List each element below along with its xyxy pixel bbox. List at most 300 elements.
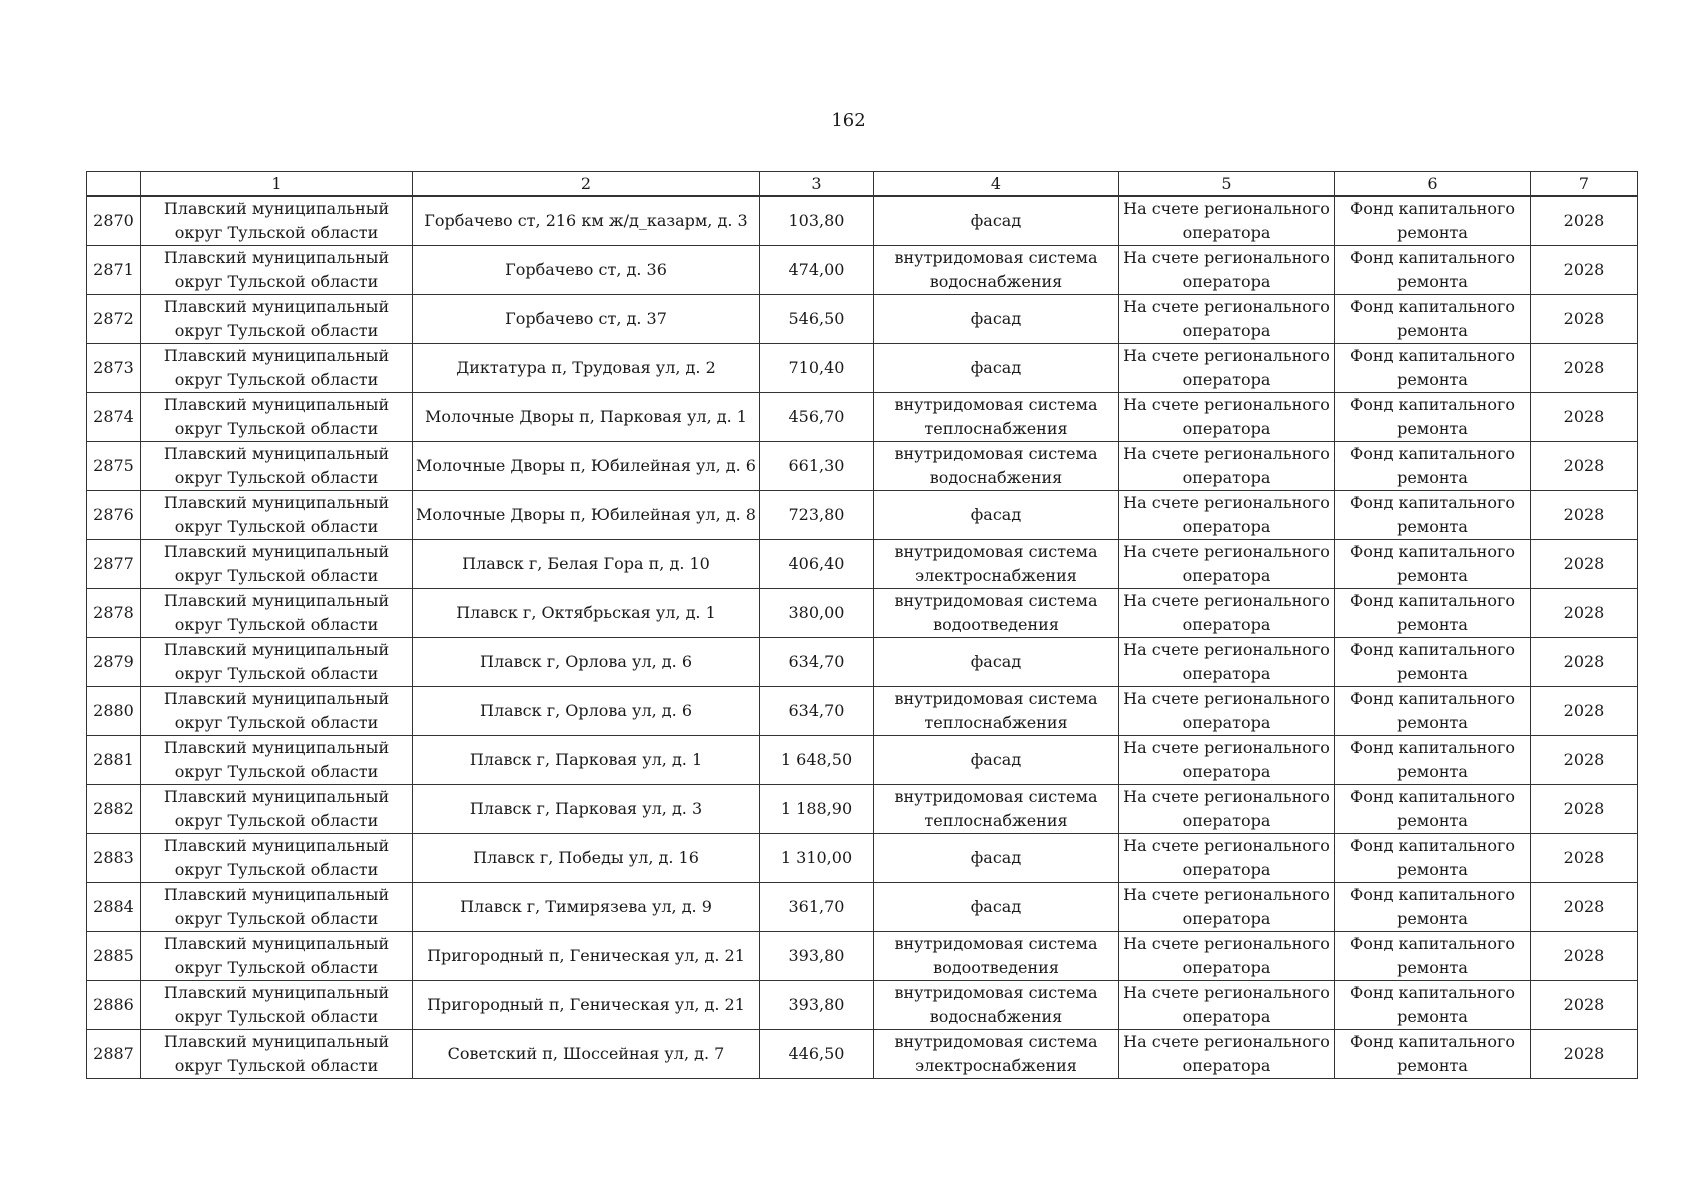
work-type-cell-line: фасад (970, 211, 1022, 230)
fund-cell-line: ремонта (1397, 762, 1468, 781)
row-number-cell: 2877 (87, 540, 141, 589)
work-type-cell (874, 883, 1119, 932)
row-number-cell: 2876 (87, 491, 141, 540)
account-cell (1119, 442, 1335, 491)
address-cell: Горбачево ст, 216 км ж/д_казарм, д. 3 (413, 196, 760, 246)
work-type-cell-line: внутридомовая система (894, 248, 1098, 267)
work-type-cell (874, 1030, 1119, 1079)
table-row (87, 196, 1638, 246)
work-type-cell (874, 393, 1119, 442)
account-cell (1119, 246, 1335, 295)
work-type-cell-line: внутридомовая система (894, 591, 1098, 610)
municipality-cell-line: округ Тульской области (174, 664, 379, 683)
account-cell (1119, 736, 1335, 785)
fund-cell (1335, 540, 1531, 589)
year-cell: 2028 (1531, 981, 1638, 1030)
table-row (87, 393, 1638, 442)
work-type-cell-line: фасад (970, 309, 1022, 328)
municipality-cell-line: Плавский муниципальный (163, 493, 390, 512)
municipality-cell (141, 246, 413, 295)
fund-cell (1335, 442, 1531, 491)
municipality-cell-line: Плавский муниципальный (163, 787, 390, 806)
account-cell (1119, 344, 1335, 393)
account-cell (1119, 540, 1335, 589)
fund-cell (1335, 344, 1531, 393)
account-cell-line: На счете регионального (1123, 836, 1330, 855)
municipality-cell (141, 295, 413, 344)
work-type-cell (874, 638, 1119, 687)
fund-cell-line: Фонд капитального (1350, 836, 1515, 855)
address-cell: Плавск г, Тимирязева ул, д. 9 (413, 883, 760, 932)
account-cell-line: На счете регионального (1123, 591, 1330, 610)
area-cell: 474,00 (760, 246, 874, 295)
work-type-cell (874, 295, 1119, 344)
row-number-cell: 2878 (87, 589, 141, 638)
work-type-cell-line: водоотведения (933, 615, 1059, 634)
account-cell-line: оператора (1182, 272, 1271, 291)
year-cell: 2028 (1531, 246, 1638, 295)
account-cell-line: оператора (1182, 321, 1271, 340)
account-cell (1119, 589, 1335, 638)
table-row (87, 638, 1638, 687)
fund-cell (1335, 785, 1531, 834)
work-type-cell (874, 344, 1119, 393)
fund-cell (1335, 196, 1531, 246)
year-cell: 2028 (1531, 344, 1638, 393)
work-type-cell-line: теплоснабжения (924, 419, 1068, 438)
municipality-cell-line: округ Тульской области (174, 811, 379, 830)
municipality-cell (141, 344, 413, 393)
fund-cell (1335, 834, 1531, 883)
municipality-cell-line: Плавский муниципальный (163, 640, 390, 659)
work-type-cell-line: водоснабжения (929, 272, 1063, 291)
address-cell: Пригородный п, Геническая ул, д. 21 (413, 932, 760, 981)
table-body (87, 172, 1638, 1079)
area-cell: 103,80 (760, 196, 874, 246)
table-row (87, 540, 1638, 589)
account-cell-line: На счете регионального (1123, 542, 1330, 561)
table-row (87, 1030, 1638, 1079)
row-number-cell: 2879 (87, 638, 141, 687)
account-cell (1119, 785, 1335, 834)
address-cell: Плавск г, Октябрьская ул, д. 1 (413, 589, 760, 638)
account-cell (1119, 834, 1335, 883)
account-cell (1119, 393, 1335, 442)
fund-cell-line: ремонта (1397, 272, 1468, 291)
municipality-cell (141, 834, 413, 883)
work-type-cell (874, 785, 1119, 834)
account-cell-line: На счете регионального (1123, 787, 1330, 806)
address-cell: Молочные Дворы п, Юбилейная ул, д. 6 (413, 442, 760, 491)
fund-cell-line: Фонд капитального (1350, 738, 1515, 757)
work-type-cell-line: внутридомовая система (894, 787, 1098, 806)
work-type-cell-line: электроснабжения (915, 1056, 1077, 1075)
work-type-cell-line: водоотведения (933, 958, 1059, 977)
fund-cell-line: Фонд капитального (1350, 934, 1515, 953)
municipality-cell-line: округ Тульской области (174, 370, 379, 389)
area-cell: 380,00 (760, 589, 874, 638)
fund-cell-line: ремонта (1397, 419, 1468, 438)
municipality-cell (141, 491, 413, 540)
fund-cell-line: ремонта (1397, 958, 1468, 977)
area-cell: 393,80 (760, 981, 874, 1030)
account-cell (1119, 295, 1335, 344)
fund-cell-line: ремонта (1397, 370, 1468, 389)
municipality-cell-line: Плавский муниципальный (163, 934, 390, 953)
municipality-cell-line: округ Тульской области (174, 762, 379, 781)
account-cell (1119, 196, 1335, 246)
municipality-cell (141, 981, 413, 1030)
table-row (87, 932, 1638, 981)
municipality-cell (141, 883, 413, 932)
municipality-cell-line: Плавский муниципальный (163, 885, 390, 904)
row-number-cell: 2887 (87, 1030, 141, 1079)
account-cell-line: На счете регионального (1123, 248, 1330, 267)
table-row (87, 834, 1638, 883)
work-type-cell (874, 246, 1119, 295)
account-cell-line: оператора (1182, 419, 1271, 438)
area-cell: 361,70 (760, 883, 874, 932)
address-cell: Плавск г, Парковая ул, д. 1 (413, 736, 760, 785)
account-cell-line: На счете регионального (1123, 444, 1330, 463)
work-type-cell (874, 932, 1119, 981)
work-type-cell (874, 736, 1119, 785)
table-row (87, 246, 1638, 295)
fund-cell-line: Фонд капитального (1350, 885, 1515, 904)
municipality-cell (141, 785, 413, 834)
year-cell: 2028 (1531, 196, 1638, 246)
account-cell-line: На счете регионального (1123, 346, 1330, 365)
account-cell-line: оператора (1182, 713, 1271, 732)
account-cell-line: оператора (1182, 762, 1271, 781)
fund-cell-line: Фонд капитального (1350, 493, 1515, 512)
work-type-cell (874, 834, 1119, 883)
work-type-cell-line: внутридомовая система (894, 395, 1098, 414)
area-cell: 634,70 (760, 638, 874, 687)
year-cell: 2028 (1531, 785, 1638, 834)
year-cell: 2028 (1531, 540, 1638, 589)
work-type-cell-line: внутридомовая система (894, 444, 1098, 463)
account-cell-line: оператора (1182, 517, 1271, 536)
fund-cell-line: ремонта (1397, 811, 1468, 830)
account-cell-line: На счете регионального (1123, 1032, 1330, 1051)
row-number-cell: 2870 (87, 196, 141, 246)
year-cell: 2028 (1531, 1030, 1638, 1079)
address-cell: Плавск г, Белая Гора п, д. 10 (413, 540, 760, 589)
work-type-cell (874, 196, 1119, 246)
municipality-cell-line: Плавский муниципальный (163, 248, 390, 267)
municipality-cell-line: округ Тульской области (174, 909, 379, 928)
row-number-cell: 2872 (87, 295, 141, 344)
account-cell-line: оператора (1182, 958, 1271, 977)
fund-cell (1335, 246, 1531, 295)
row-number-cell: 2882 (87, 785, 141, 834)
municipality-cell-line: округ Тульской области (174, 419, 379, 438)
year-cell: 2028 (1531, 932, 1638, 981)
year-cell: 2028 (1531, 295, 1638, 344)
municipality-cell-line: Плавский муниципальный (163, 297, 390, 316)
fund-cell-line: ремонта (1397, 860, 1468, 879)
page-number: 162 (831, 110, 866, 131)
row-number-cell: 2880 (87, 687, 141, 736)
year-cell: 2028 (1531, 393, 1638, 442)
account-cell-line: На счете регионального (1123, 934, 1330, 953)
row-number-cell: 2874 (87, 393, 141, 442)
column-number-cell: 1 (141, 172, 413, 197)
area-cell: 546,50 (760, 295, 874, 344)
column-number-cell: 3 (760, 172, 874, 197)
work-type-cell-line: фасад (970, 652, 1022, 671)
work-type-cell (874, 589, 1119, 638)
fund-cell-line: Фонд капитального (1350, 983, 1515, 1002)
work-type-cell-line: фасад (970, 358, 1022, 377)
fund-cell-line: Фонд капитального (1350, 787, 1515, 806)
address-cell: Молочные Дворы п, Парковая ул, д. 1 (413, 393, 760, 442)
work-type-cell-line: фасад (970, 848, 1022, 867)
fund-cell-line: ремонта (1397, 223, 1468, 242)
municipality-cell (141, 736, 413, 785)
work-type-cell-line: теплоснабжения (924, 811, 1068, 830)
municipality-cell (141, 638, 413, 687)
account-cell-line: оператора (1182, 1007, 1271, 1026)
municipality-cell (141, 1030, 413, 1079)
address-cell: Плавск г, Орлова ул, д. 6 (413, 638, 760, 687)
year-cell: 2028 (1531, 883, 1638, 932)
row-number-cell: 2883 (87, 834, 141, 883)
table-row (87, 687, 1638, 736)
municipality-cell (141, 932, 413, 981)
municipality-cell-line: Плавский муниципальный (163, 983, 390, 1002)
account-cell-line: На счете регионального (1123, 738, 1330, 757)
fund-cell (1335, 1030, 1531, 1079)
municipality-cell (141, 589, 413, 638)
account-cell-line: оператора (1182, 223, 1271, 242)
column-number-cell: 2 (413, 172, 760, 197)
account-cell-line: оператора (1182, 664, 1271, 683)
table-row (87, 295, 1638, 344)
account-cell (1119, 491, 1335, 540)
column-number-cell (87, 172, 141, 197)
year-cell: 2028 (1531, 638, 1638, 687)
address-cell: Плавск г, Победы ул, д. 16 (413, 834, 760, 883)
work-type-cell (874, 491, 1119, 540)
account-cell-line: оператора (1182, 566, 1271, 585)
municipality-cell-line: Плавский муниципальный (163, 1032, 390, 1051)
table-row (87, 981, 1638, 1030)
fund-cell-line: Фонд капитального (1350, 542, 1515, 561)
municipality-cell-line: Плавский муниципальный (163, 542, 390, 561)
municipality-cell-line: Плавский муниципальный (163, 346, 390, 365)
year-cell: 2028 (1531, 834, 1638, 883)
account-cell (1119, 932, 1335, 981)
municipality-cell-line: округ Тульской области (174, 468, 379, 487)
work-type-cell (874, 540, 1119, 589)
row-number-cell: 2875 (87, 442, 141, 491)
area-cell: 634,70 (760, 687, 874, 736)
municipality-cell-line: округ Тульской области (174, 1007, 379, 1026)
work-type-cell-line: внутридомовая система (894, 983, 1098, 1002)
work-type-cell (874, 687, 1119, 736)
municipality-cell-line: округ Тульской области (174, 566, 379, 585)
area-cell: 456,70 (760, 393, 874, 442)
municipality-cell-line: округ Тульской области (174, 958, 379, 977)
account-cell-line: оператора (1182, 1056, 1271, 1075)
municipality-cell-line: округ Тульской области (174, 321, 379, 340)
row-number-cell: 2873 (87, 344, 141, 393)
municipality-cell-line: Плавский муниципальный (163, 444, 390, 463)
fund-cell-line: ремонта (1397, 1056, 1468, 1075)
municipality-cell-line: округ Тульской области (174, 272, 379, 291)
account-cell-line: На счете регионального (1123, 395, 1330, 414)
column-number-row (87, 172, 1638, 197)
table-row (87, 736, 1638, 785)
municipality-cell-line: Плавский муниципальный (163, 395, 390, 414)
work-type-cell (874, 981, 1119, 1030)
fund-cell (1335, 589, 1531, 638)
year-cell: 2028 (1531, 589, 1638, 638)
municipality-cell-line: округ Тульской области (174, 223, 379, 242)
fund-cell (1335, 883, 1531, 932)
municipality-cell-line: Плавский муниципальный (163, 591, 390, 610)
municipality-cell-line: Плавский муниципальный (163, 738, 390, 757)
account-cell-line: На счете регионального (1123, 199, 1330, 218)
account-cell-line: оператора (1182, 370, 1271, 389)
table-row (87, 785, 1638, 834)
fund-cell-line: Фонд капитального (1350, 591, 1515, 610)
address-cell: Горбачево ст, д. 37 (413, 295, 760, 344)
fund-cell-line: ремонта (1397, 468, 1468, 487)
fund-cell-line: Фонд капитального (1350, 689, 1515, 708)
fund-cell-line: ремонта (1397, 713, 1468, 732)
area-cell: 406,40 (760, 540, 874, 589)
work-type-cell-line: внутридомовая система (894, 689, 1098, 708)
municipality-cell (141, 442, 413, 491)
fund-cell-line: Фонд капитального (1350, 640, 1515, 659)
column-number-cell: 6 (1335, 172, 1531, 197)
year-cell: 2028 (1531, 736, 1638, 785)
work-type-cell-line: водоснабжения (929, 1007, 1063, 1026)
account-cell (1119, 638, 1335, 687)
account-cell (1119, 883, 1335, 932)
fund-cell (1335, 736, 1531, 785)
municipality-cell-line: Плавский муниципальный (163, 836, 390, 855)
row-number-cell: 2885 (87, 932, 141, 981)
work-type-cell-line: фасад (970, 750, 1022, 769)
work-type-cell-line: внутридомовая система (894, 542, 1098, 561)
address-cell: Молочные Дворы п, Юбилейная ул, д. 8 (413, 491, 760, 540)
fund-cell-line: ремонта (1397, 664, 1468, 683)
fund-cell-line: Фонд капитального (1350, 248, 1515, 267)
account-cell-line: На счете регионального (1123, 689, 1330, 708)
row-number-cell: 2871 (87, 246, 141, 295)
municipality-cell-line: округ Тульской области (174, 517, 379, 536)
address-cell: Советский п, Шоссейная ул, д. 7 (413, 1030, 760, 1079)
work-type-cell-line: фасад (970, 505, 1022, 524)
address-cell: Диктатура п, Трудовая ул, д. 2 (413, 344, 760, 393)
row-number-cell: 2884 (87, 883, 141, 932)
account-cell-line: На счете регионального (1123, 885, 1330, 904)
fund-cell-line: ремонта (1397, 615, 1468, 634)
work-type-cell-line: водоснабжения (929, 468, 1063, 487)
area-cell: 1 310,00 (760, 834, 874, 883)
fund-cell-line: ремонта (1397, 321, 1468, 340)
fund-cell-line: ремонта (1397, 1007, 1468, 1026)
account-cell-line: На счете регионального (1123, 297, 1330, 316)
row-number-cell: 2881 (87, 736, 141, 785)
fund-cell (1335, 491, 1531, 540)
address-cell: Плавск г, Орлова ул, д. 6 (413, 687, 760, 736)
area-cell: 393,80 (760, 932, 874, 981)
row-number-cell: 2886 (87, 981, 141, 1030)
work-type-cell-line: теплоснабжения (924, 713, 1068, 732)
year-cell: 2028 (1531, 442, 1638, 491)
municipality-cell (141, 687, 413, 736)
area-cell: 1 648,50 (760, 736, 874, 785)
fund-cell-line: Фонд капитального (1350, 199, 1515, 218)
work-type-cell-line: фасад (970, 897, 1022, 916)
fund-cell-line: ремонта (1397, 566, 1468, 585)
municipality-cell (141, 540, 413, 589)
account-cell-line: На счете регионального (1123, 493, 1330, 512)
account-cell-line: оператора (1182, 468, 1271, 487)
work-type-cell-line: внутридомовая система (894, 934, 1098, 953)
fund-cell-line: Фонд капитального (1350, 297, 1515, 316)
municipality-cell-line: округ Тульской области (174, 860, 379, 879)
table-row (87, 589, 1638, 638)
work-type-cell (874, 442, 1119, 491)
address-cell: Пригородный п, Геническая ул, д. 21 (413, 981, 760, 1030)
fund-cell (1335, 638, 1531, 687)
area-cell: 1 188,90 (760, 785, 874, 834)
account-cell-line: оператора (1182, 615, 1271, 634)
account-cell (1119, 687, 1335, 736)
table-row (87, 442, 1638, 491)
capital-repair-table (86, 171, 1638, 1079)
account-cell-line: оператора (1182, 860, 1271, 879)
fund-cell-line: Фонд капитального (1350, 346, 1515, 365)
fund-cell (1335, 932, 1531, 981)
area-cell: 661,30 (760, 442, 874, 491)
municipality-cell-line: Плавский муниципальный (163, 689, 390, 708)
area-cell: 723,80 (760, 491, 874, 540)
account-cell-line: оператора (1182, 811, 1271, 830)
table-row (87, 491, 1638, 540)
area-cell: 446,50 (760, 1030, 874, 1079)
account-cell-line: На счете регионального (1123, 983, 1330, 1002)
table-row (87, 883, 1638, 932)
municipality-cell-line: округ Тульской области (174, 615, 379, 634)
account-cell-line: На счете регионального (1123, 640, 1330, 659)
column-number-cell: 4 (874, 172, 1119, 197)
municipality-cell (141, 196, 413, 246)
account-cell (1119, 981, 1335, 1030)
municipality-cell-line: округ Тульской области (174, 713, 379, 732)
fund-cell-line: ремонта (1397, 517, 1468, 536)
column-number-cell: 7 (1531, 172, 1638, 197)
fund-cell-line: Фонд капитального (1350, 1032, 1515, 1051)
work-type-cell-line: электроснабжения (915, 566, 1077, 585)
fund-cell (1335, 687, 1531, 736)
address-cell: Горбачево ст, д. 36 (413, 246, 760, 295)
fund-cell-line: ремонта (1397, 909, 1468, 928)
fund-cell (1335, 295, 1531, 344)
fund-cell (1335, 981, 1531, 1030)
fund-cell (1335, 393, 1531, 442)
column-number-cell: 5 (1119, 172, 1335, 197)
account-cell (1119, 1030, 1335, 1079)
table-row (87, 344, 1638, 393)
account-cell-line: оператора (1182, 909, 1271, 928)
